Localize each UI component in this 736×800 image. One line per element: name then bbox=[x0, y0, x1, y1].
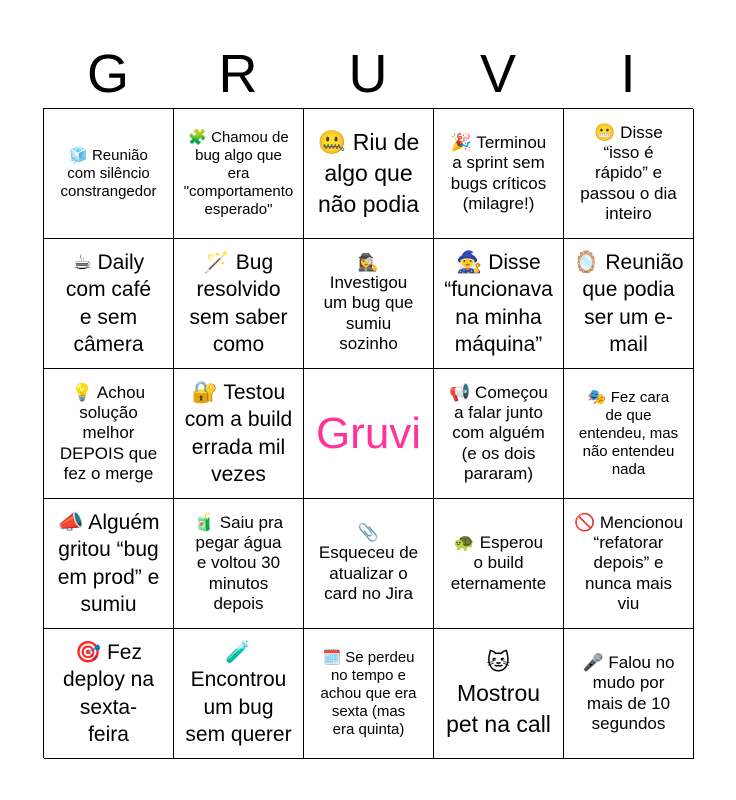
bingo-cell-r3-c1[interactable] bbox=[44, 369, 174, 499]
bingo-cell-text: 🎤 Falou no mudo por mais de 10 segundos bbox=[582, 652, 675, 733]
bingo-cell-r1-c3[interactable] bbox=[304, 109, 434, 239]
bingo-cell-text: 🧃 Saiu pra pegar água e voltou 30 minutos depois bbox=[193, 512, 284, 614]
header-letter-i: I bbox=[620, 44, 636, 104]
bingo-cell-r5-c1[interactable] bbox=[44, 629, 174, 759]
bingo-cell-r2-c3[interactable] bbox=[304, 239, 434, 369]
bingo-cell-r4-c4[interactable] bbox=[434, 499, 564, 629]
bingo-cell-r4-c5[interactable] bbox=[564, 499, 694, 629]
bingo-cell-r2-c1[interactable] bbox=[44, 239, 174, 369]
bingo-cell-text: 🕵️‍♀️ Investigou um bug que sumiu sozinho bbox=[323, 252, 414, 354]
bingo-cell-text: 💡 Achou solução melhor DEPOIS que fez o merge bbox=[59, 382, 158, 484]
bingo-cell-text: ☕ Daily com café e sem câmera bbox=[65, 250, 152, 356]
bingo-cell-r5-c2[interactable] bbox=[174, 629, 304, 759]
bingo-cell-text: 🗓️ Se perdeu no tempo e achou que era sexta (mas era quinta) bbox=[320, 648, 417, 738]
bingo-cell-r1-c1[interactable] bbox=[44, 109, 174, 239]
bingo-cell-r3-c5[interactable] bbox=[564, 369, 694, 499]
header-letter-r: R bbox=[218, 44, 258, 104]
bingo-cell-r2-c2[interactable] bbox=[174, 239, 304, 369]
bingo-header bbox=[43, 40, 693, 108]
bingo-cell-r4-c2[interactable] bbox=[174, 499, 304, 629]
bingo-cell-text: 🔐 Testou com a build errada mil vezes bbox=[184, 380, 293, 486]
bingo-cell-r4-c3[interactable] bbox=[304, 499, 434, 629]
bingo-cell-text: 🧩 Chamou de bug algo que era "comportamento esperado" bbox=[183, 128, 294, 218]
bingo-cell-text: 🎭 Fez cara de que entendeu, mas não entendeu nada bbox=[578, 388, 679, 478]
bingo-cell-r2-c4[interactable] bbox=[434, 239, 564, 369]
bingo-cell-r3-c4[interactable] bbox=[434, 369, 564, 499]
bingo-cell-r3-c2[interactable] bbox=[174, 369, 304, 499]
free-space-label: Gruvi bbox=[315, 408, 422, 458]
bingo-cell-r1-c4[interactable] bbox=[434, 109, 564, 239]
bingo-cell-text: 😬 Disse “isso é rápido” e passou o dia inteiro bbox=[580, 122, 677, 224]
bingo-cell-text: 🪞 Reunião que podia ser um e- mail bbox=[573, 250, 684, 356]
bingo-cell-text: 🎉 Terminou a sprint sem bugs críticos (milagre!) bbox=[450, 132, 547, 213]
bingo-cell-r2-c5[interactable] bbox=[564, 239, 694, 369]
bingo-cell-text: 🐢 Esperou o build eternamente bbox=[450, 532, 547, 593]
bingo-cell-text: 🚫 Mencionou “refatorar depois” e nunca mais viu bbox=[573, 512, 684, 614]
bingo-grid bbox=[43, 108, 693, 758]
header-letter-g: G bbox=[86, 44, 129, 104]
bingo-cell-text: 🐱 Mostrou pet na call bbox=[446, 648, 551, 738]
bingo-cell-r1-c5[interactable] bbox=[564, 109, 694, 239]
header-letter-v: V bbox=[479, 44, 517, 104]
bingo-cell-text: 🪄 Bug resolvido sem saber como bbox=[189, 250, 288, 356]
bingo-cell-r1-c2[interactable] bbox=[174, 109, 304, 239]
bingo-cell-text: 🧪 Encontrou um bug sem querer bbox=[185, 640, 292, 746]
bingo-cell-text: 🧙‍♀️ Disse “funcionava na minha máquina” bbox=[444, 250, 553, 356]
bingo-cell-text: 📎 Esqueceu de atualizar o card no Jira bbox=[318, 522, 419, 603]
bingo-cell-r5-c4[interactable] bbox=[434, 629, 564, 759]
bingo-cell-text: 📣 Alguém gritou “bug em prod” e sumiu bbox=[57, 510, 160, 616]
bingo-cell-text: 🎯 Fez deploy na sexta- feira bbox=[62, 640, 155, 746]
bingo-cell-r5-c5[interactable] bbox=[564, 629, 694, 759]
bingo-cell-r5-c3[interactable] bbox=[304, 629, 434, 759]
free-space-cell[interactable] bbox=[304, 369, 434, 499]
bingo-cell-text: 🧊 Reunião com silêncio constrangedor bbox=[60, 146, 157, 200]
bingo-cell-r4-c1[interactable] bbox=[44, 499, 174, 629]
bingo-cell-text: 📢 Começou a falar junto com alguém (e os dois pararam) bbox=[449, 382, 548, 484]
bingo-cell-text: 🤐 Riu de algo que não podia bbox=[317, 128, 420, 218]
header-letter-u: U bbox=[348, 44, 388, 104]
